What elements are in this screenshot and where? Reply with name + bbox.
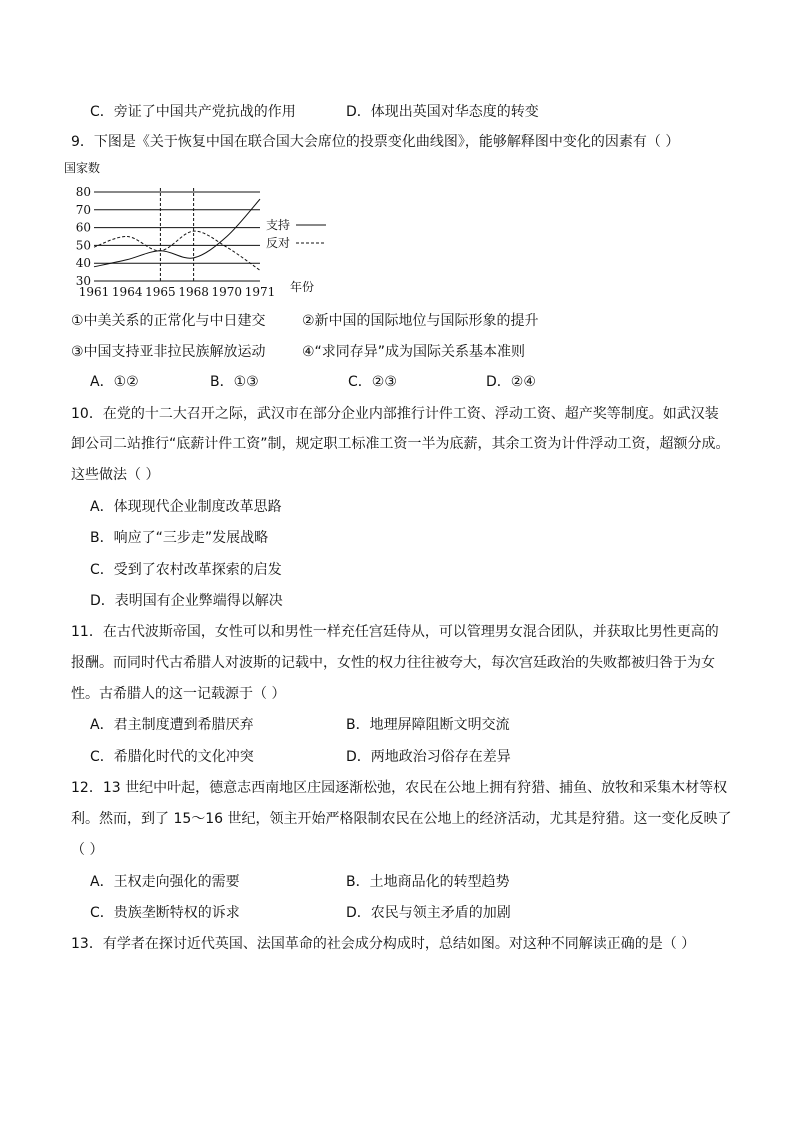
q11-line-2: 报酬。而同时代古希腊人对波斯的记载中，女性的权力往往被夸大，每次宫廷政治的失败都被归咎于为女 [71, 655, 715, 671]
x-tick-label: 1970 [211, 285, 243, 299]
q12-line-2: 利。然而，到了 15～16 世纪，领主开始严格限制农民在公地上的经济活动，尤其是狩猎。这一变化反映了 [71, 811, 732, 827]
q10-line-3: 这些做法（ ） [71, 467, 160, 483]
q11-line-1: 11．在古代波斯帝国，女性可以和男性一样充任宫廷侍从，可以管理男女混合团队，并获取比男性更高的 [71, 624, 719, 640]
q10-line-1: 10．在党的十二大召开之际，武汉市在部分企业内部推行计件工资、浮动工资、超产奖等制度。如武汉装 [71, 406, 719, 422]
x-tick-label: 1961 [78, 285, 110, 299]
chart-ylabel: 国家数 [64, 161, 101, 175]
legend-support-label: 支持 [266, 218, 291, 232]
y-tick-label: 80 [75, 185, 91, 199]
y-tick-label: 40 [75, 256, 91, 271]
chart-reference-lines [160, 188, 193, 281]
q10-line-2: 卸公司二站推行“底薪计件工资”制，规定职工标准工资一半为底薪，其余工资为计件浮动工资，超额分成。 [71, 436, 730, 452]
q10-option-a: A．体现现代企业制度改革思路 [90, 499, 282, 515]
legend-oppose-label: 反对 [266, 236, 291, 250]
q9-item-3: ③中国支持亚非拉民族解放运动 [71, 344, 266, 360]
q10-option-d: D．表明国有企业弊端得以解决 [90, 593, 283, 609]
x-tick-label: 1971 [244, 285, 276, 299]
q12-line-3: （ ） [71, 842, 104, 858]
series-support-line [94, 199, 260, 267]
vote-chart [64, 158, 344, 300]
x-tick-label: 1964 [111, 285, 143, 299]
q9-choice-a: A．①② [90, 374, 139, 390]
q11-line-3: 性。古希腊人的这一记载源于（ ） [71, 686, 286, 702]
q9-stem: 9．下图是《关于恢复中国在联合国大会席位的投票变化曲线图》，能够解释图中变化的因素有（ ） [71, 134, 680, 150]
y-tick-label: 70 [75, 202, 91, 217]
y-tick-label: 30 [75, 274, 91, 288]
q11-option-c: C．希腊化时代的文化冲突 [90, 749, 254, 765]
y-tick-label: 60 [75, 220, 91, 235]
q12-option-b: B．土地商品化的转型趋势 [346, 874, 510, 890]
q9-choice-b: B．①③ [210, 374, 259, 390]
q9-choice-c: C．②③ [348, 374, 397, 390]
q11-option-d: D．两地政治习俗存在差异 [346, 749, 511, 765]
series-oppose-line [94, 231, 260, 270]
y-tick-label: 50 [75, 238, 91, 253]
q11-option-b: B．地理屏障阻断文明交流 [346, 717, 510, 733]
x-tick-label: 1968 [178, 285, 209, 299]
q10-option-c: C．受到了农村改革探索的启发 [90, 562, 282, 578]
chart-gridlines [94, 192, 260, 281]
q9-item-4: ④“求同存异”成为国际关系基本准则 [302, 344, 526, 360]
q9-choice-d: D．②④ [486, 374, 536, 390]
q12-option-c: C．贵族垄断特权的诉求 [90, 905, 240, 921]
q9-item-1: ①中美关系的正常化与中日建交 [71, 313, 266, 329]
q8-option-d: D．体现出英国对华态度的转变 [346, 104, 539, 120]
chart-y-ticks [76, 185, 91, 288]
x-tick-label: 1965 [145, 285, 176, 299]
q12-line-1: 12．13 世纪中叶起，德意志西南地区庄园逐渐松弛，农民在公地上拥有狩猎、捕鱼、放牧和采集木材等权 [71, 780, 728, 796]
q12-option-a: A．王权走向强化的需要 [90, 874, 240, 890]
chart-xlabel: 年份 [290, 280, 315, 294]
chart-x-ticks [79, 285, 276, 299]
q13-stem: 13．有学者在探讨近代英国、法国革命的社会成分构成时，总结如图。对这种不同解读正确的是（ ） [71, 936, 696, 952]
q12-option-d: D．农民与领主矛盾的加剧 [346, 905, 511, 921]
q11-option-a: A．君主制度遭到希腊厌弃 [90, 717, 254, 733]
q10-option-b: B．响应了“三步走”发展战略 [90, 530, 269, 546]
q8-option-c: C．旁证了中国共产党抗战的作用 [90, 104, 296, 120]
q9-item-2: ②新中国的国际地位与国际形象的提升 [302, 313, 539, 329]
